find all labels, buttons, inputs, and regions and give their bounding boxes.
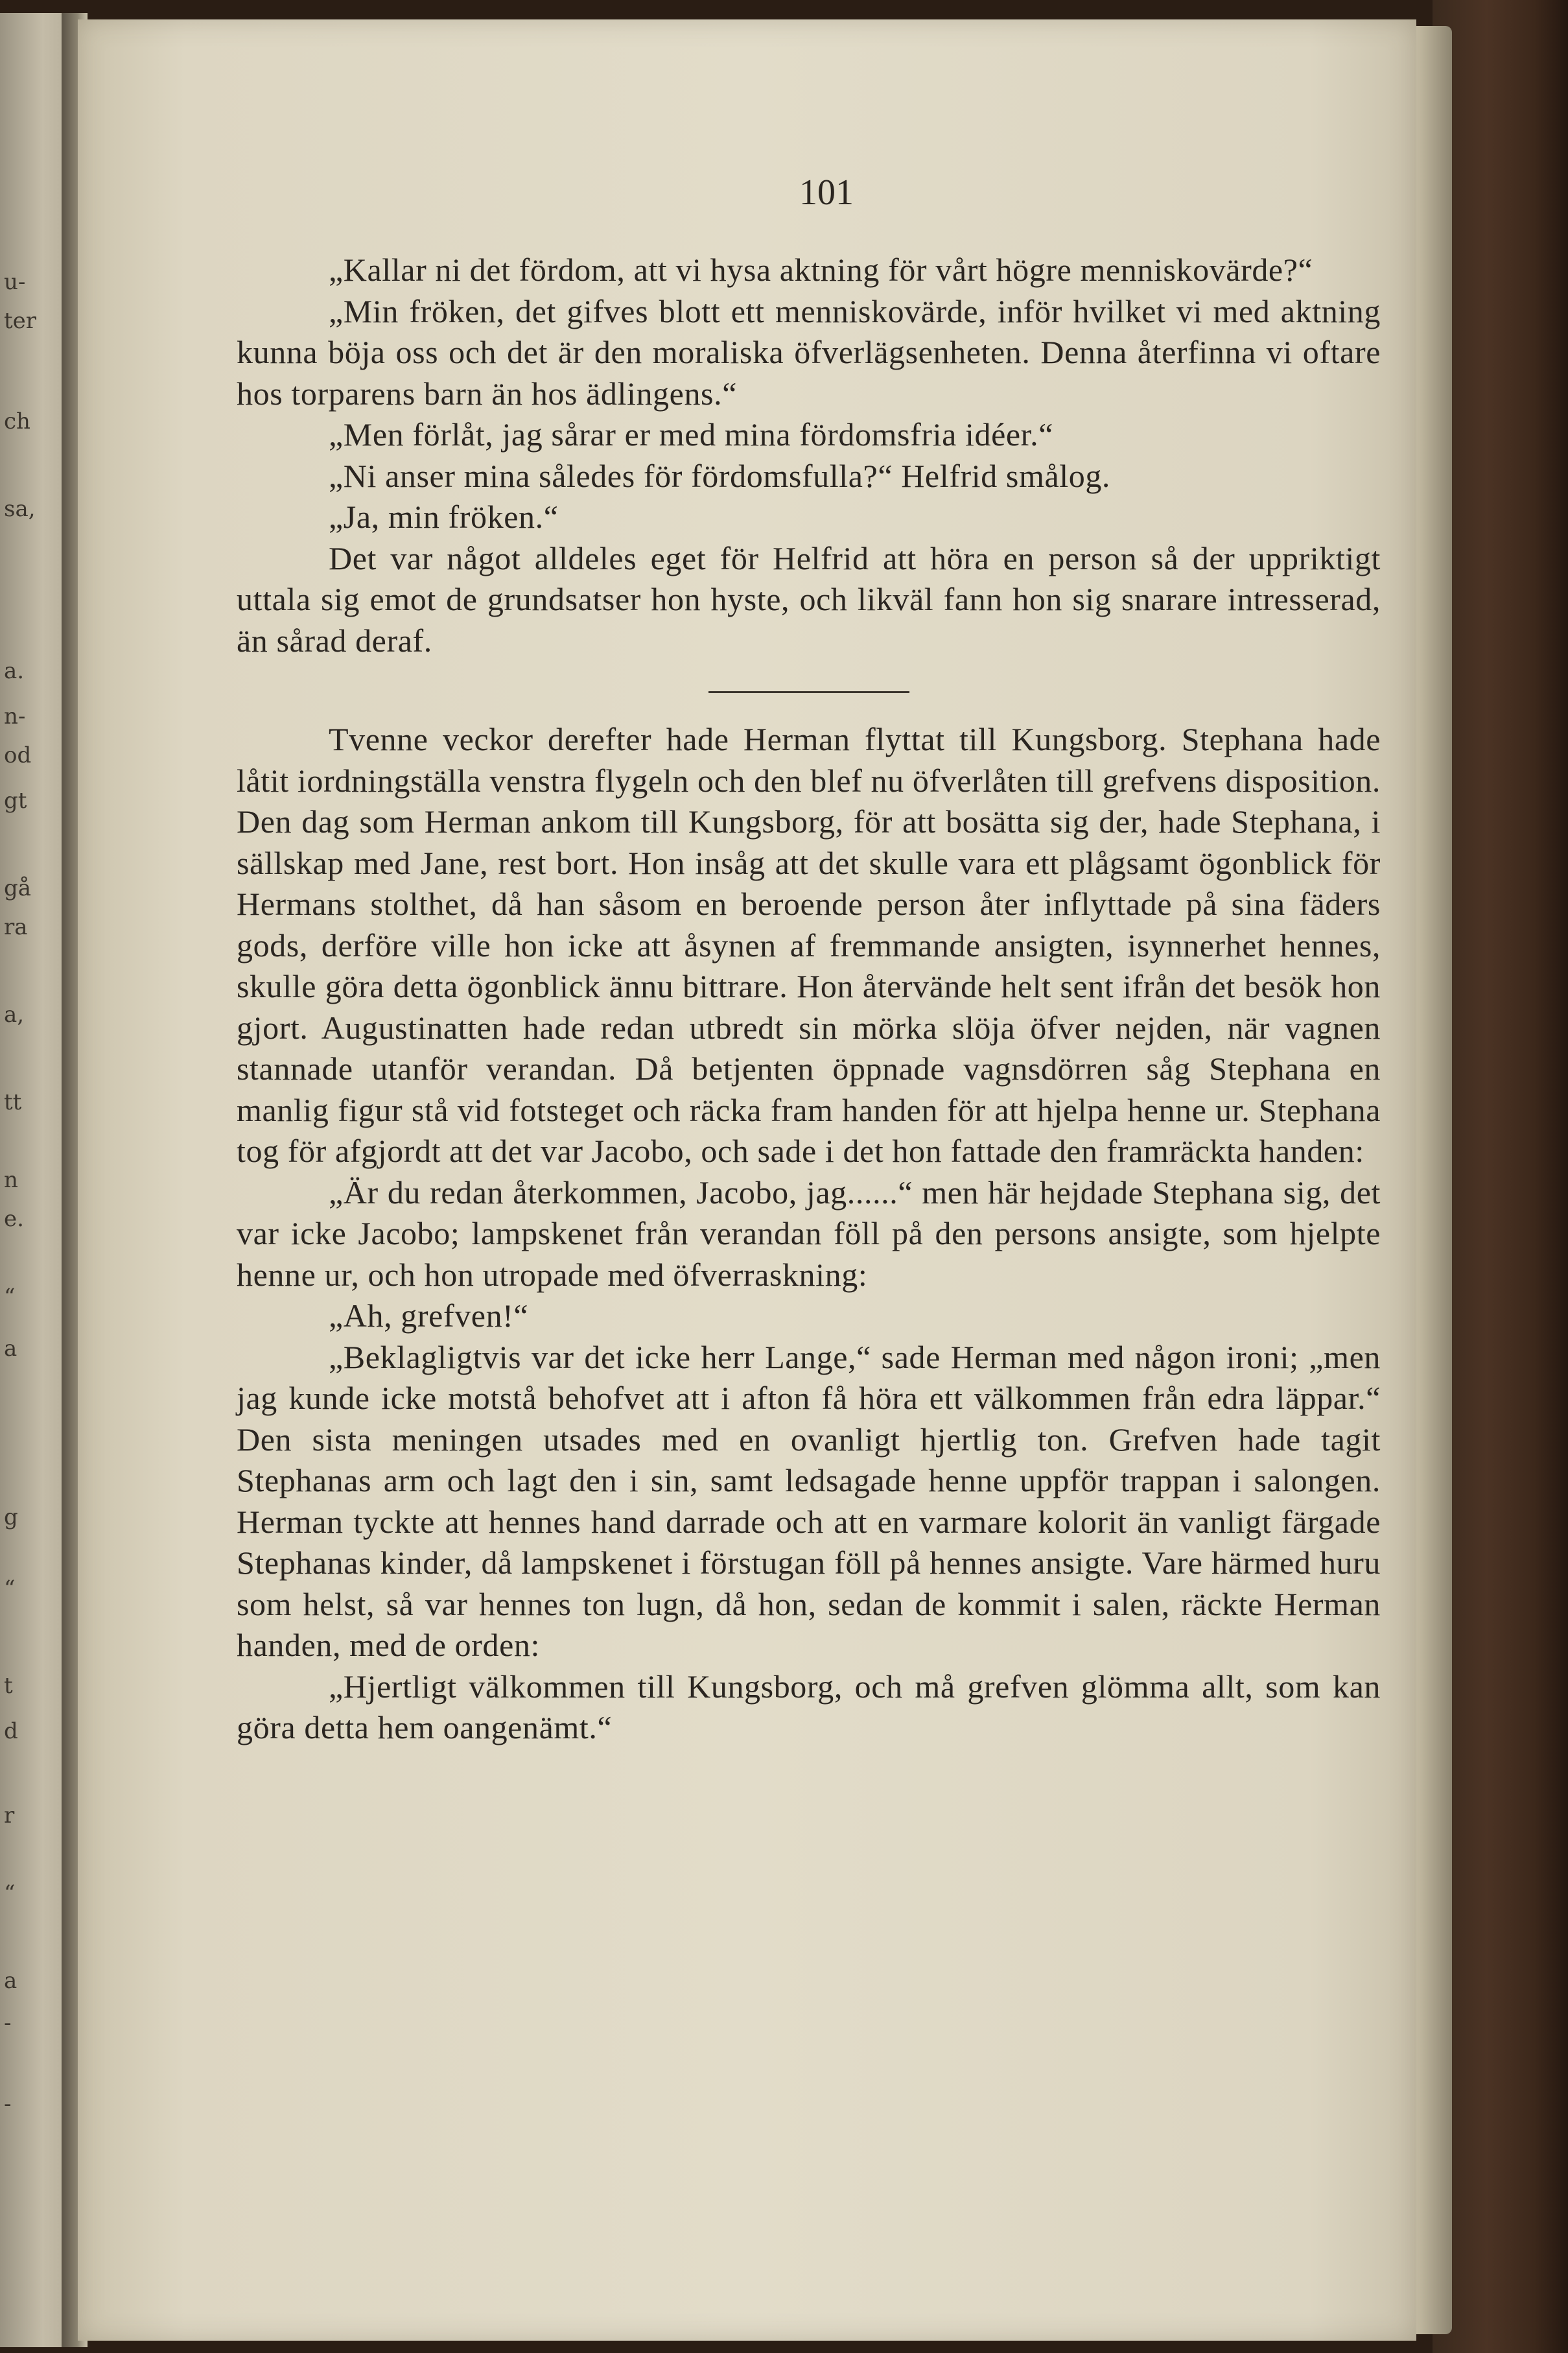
paragraph: „Beklagligtvis var det icke herr Lange,“ sade Herman med någon ironi; „men jag kunde icke motstå behofvet att i afton få höra ett välkommen från edra läppar.“ Den sista meningen utsades med en ovanligt hjertlig ton. Grefven hade tagit Stephanas arm och lagt den i sin, samt ledsagade henne uppför trappan i salongen. Herman tyckte att hennes hand darrade och att en varmare kolorit än vanligt färgade Stephanas kinder, då lampskenet i förstugan föll på hennes ansigte. Vare härmed huru som helst, så var hennes ton lugn, då hon, sedan de kommit i salen, räckte Herman handen, med de orden: bbox=[237, 1338, 1381, 1663]
previous-page-fragment: u- bbox=[4, 269, 26, 295]
previous-page-fragment: - bbox=[4, 2091, 12, 2117]
previous-page-fragment: ter bbox=[4, 308, 37, 334]
previous-page-fragment: gå bbox=[4, 875, 32, 901]
paragraph: „Men förlåt, jag sårar er med mina fördomsfria idéer.“ bbox=[329, 416, 1054, 453]
previous-page-fragment: r bbox=[4, 1803, 15, 1828]
paragraph: Det var något alldeles eget för Helfrid att höra en person så der uppriktigt uttala sig emot de grundsatser hon hyste, och likväl fann hon sig snarare intresserad, än sårad deraf. bbox=[237, 539, 1381, 659]
previous-page-fragment: tt bbox=[4, 1089, 22, 1115]
previous-page-fragment: sa, bbox=[4, 496, 36, 522]
previous-page-fragment: ra bbox=[4, 914, 28, 940]
previous-page-fragment: a. bbox=[4, 658, 25, 684]
previous-page-fragment: e. bbox=[4, 1206, 24, 1232]
previous-page-fragment: “ bbox=[4, 1284, 16, 1310]
previous-page-fragment: a bbox=[4, 1336, 18, 1362]
previous-page-fragment: gt bbox=[4, 788, 27, 814]
previous-page-fragment: n- bbox=[4, 704, 26, 729]
page-body bbox=[237, 250, 1381, 1749]
paragraph: Tvenne veckor derefter hade Herman flyttat till Kungsborg. Stephana hade låtit iordningställa venstra flygeln och den blef nu öfverlåten till grefvens disposition. Den dag som Herman ankom till Kungsborg, för att bosätta sig der, hade Stephana, i sällskap med Jane, rest bort. Hon insåg att det skulle vara ett plågsamt ögonblick för Hermans stolthet, då han såsom en beroende person åter inflyttade på sina fäders gods, derföre ville hon icke att åsynen af fremmande ansigten, isynnerhet hennes, skulle göra detta ögonblick ännu bittrare. Hon återvände helt sent ifrån det besök hon gjort. Augustinatten hade redan utbredt sin mörka slöja öfver nejden, när vagnen stannade utanför verandan. Då betjenten öppnade vagnsdörren såg Stephana en manlig figur stå vid fotsteget och räcka fram handen för att hjelpa henne ur. Stephana tog för afgjordt att det var Jacobo, och sade i det hon fattade den framräckta handen: bbox=[237, 721, 1381, 1169]
previous-page-fragment: a bbox=[4, 1968, 18, 1994]
previous-page-fragment: - bbox=[4, 2010, 12, 2036]
previous-page-fragment: d bbox=[4, 1718, 18, 1744]
section-divider bbox=[708, 691, 909, 693]
previous-page-fragment: a, bbox=[4, 1002, 25, 1028]
previous-page-fragment: ch bbox=[4, 408, 30, 434]
paragraph: „Kallar ni det fördom, att vi hysa aktning för vårt högre menniskovärde?“ bbox=[329, 252, 1313, 288]
previous-page-fragment: n bbox=[4, 1167, 18, 1193]
previous-page-fragment: “ bbox=[4, 1576, 16, 1602]
page-number: 101 bbox=[799, 172, 854, 213]
paragraph: „Är du redan återkommen, Jacobo, jag......“ men här hejdade Stephana sig, det var icke Jacobo; lampskenet från verandan föll på den persons ansigte, som hjelpte henne ur, och hon utropade med öfverraskning: bbox=[237, 1174, 1381, 1293]
previous-page-fragment: od bbox=[4, 742, 32, 768]
book-cover bbox=[1433, 0, 1568, 2353]
paragraph: „Ni anser mina således för fördomsfulla?“ Helfrid smålog. bbox=[329, 457, 1111, 494]
previous-page-fragment: g bbox=[4, 1504, 18, 1530]
paragraph: „Hjertligt välkommen till Kungsborg, och må grefven glömma allt, som kan göra detta hem oangenämt.“ bbox=[237, 1668, 1381, 1745]
paragraph: „Ja, min fröken.“ bbox=[329, 499, 559, 535]
previous-page-fragment: “ bbox=[4, 1880, 16, 1906]
previous-page-strip bbox=[0, 13, 71, 2347]
paragraph: „Ah, grefven!“ bbox=[329, 1297, 529, 1334]
previous-page-fragment: t bbox=[4, 1673, 13, 1699]
paragraph: „Min fröken, det gifves blott ett menniskovärde, inför hvilket vi med aktning kunna böja oss och det är den moraliska öfverlägsenheten. Denna återfinna vi oftare hos torparens barn än hos ädlingens.“ bbox=[237, 292, 1381, 412]
book-page bbox=[78, 19, 1416, 2341]
